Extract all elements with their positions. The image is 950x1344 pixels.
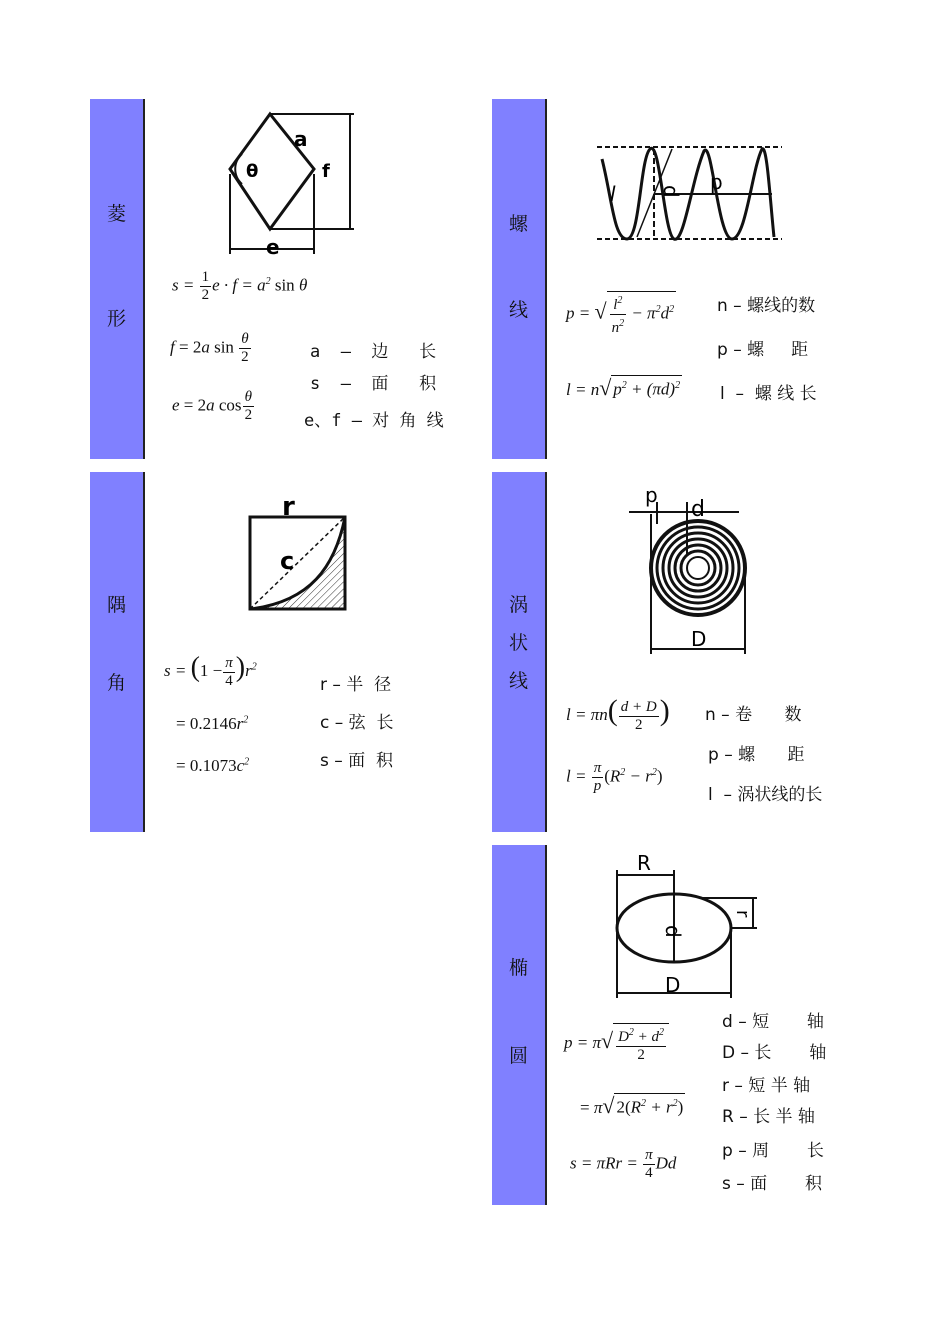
spiral-formula-l2: l = $\frac{\pi}{p}$ $(R^2 - r^2)$ (566, 760, 663, 794)
helix-label-l: l (610, 182, 616, 206)
corner-label-c: c (280, 547, 295, 575)
rhombus-legend-3: e、f – 对 角 线 (304, 411, 444, 431)
ellipse-title-bar (492, 845, 547, 1205)
ellipse-formula-s: s = πRr = $\frac{\pi}{4}$ Dd (570, 1147, 677, 1181)
helix-formula-l: l = n√ $p^2 + (\pi d)^2$ (566, 375, 681, 400)
spiral-title-char-1: 涡 (508, 594, 528, 616)
corner-formula-s: s = (1 − $\frac{\pi}{4}$ )$r^2$ (164, 652, 257, 689)
ellipse-label-r: r (732, 910, 753, 918)
ellipse-figure (607, 850, 772, 1000)
corner-label-r: r (282, 492, 295, 522)
helix-title-bar (492, 99, 547, 459)
helix-figure (592, 139, 792, 249)
ellipse-title-char-2: 圆 (508, 1045, 528, 1067)
spiral-label-D: D (691, 627, 707, 651)
rhombus-formula-f: f = 2a sin $\frac{\theta}{2}$ (170, 331, 249, 365)
corner-figure (240, 487, 355, 617)
rhombus-formula-area: s = $\frac{1}{2}$ $e \cdot f = a^2$ sin θ (172, 269, 308, 303)
corner-legend-1: r – 半 径 (320, 675, 392, 695)
rhombus-label-a: a (294, 127, 308, 151)
ellipse-label-d: d (661, 925, 685, 938)
ellipse-legend-3: r – 短 半 轴 (722, 1076, 811, 1096)
spiral-legend-1: n – 卷 数 (705, 705, 802, 725)
helix-legend-1: n – 螺线的数 (717, 296, 816, 316)
helix-legend-3: l – 螺 线 长 (720, 384, 817, 404)
helix-title-char-1: 螺 (508, 213, 528, 235)
spiral-legend-2: p – 螺 距 (708, 745, 805, 765)
corner-legend-2: c – 弦 长 (320, 713, 394, 733)
corner-formula-2: = $0.2146r^2$ (176, 714, 249, 733)
corner-title-char-2: 角 (106, 672, 126, 694)
rhombus-label-theta: θ (246, 161, 259, 182)
corner-formula-3: = $0.1073c^2$ (176, 756, 250, 775)
spiral-formula-l1: l = πn( $\frac{d + D}{2}$ ) (566, 694, 670, 733)
rhombus-legend-2: s – 面 积 (310, 374, 437, 394)
helix-legend-2: p – 螺 距 (717, 340, 809, 360)
corner-legend-3: s – 面 积 (320, 751, 393, 771)
spiral-legend-3: l – 涡状线的长 (708, 785, 823, 805)
corner-title-bar (90, 472, 145, 832)
spiral-label-d: d (691, 497, 705, 522)
ellipse-legend-5: p – 周 长 (722, 1141, 824, 1161)
helix-card (492, 99, 862, 459)
rhombus-figure (220, 104, 370, 264)
rhombus-title-char-1: 菱 (106, 203, 126, 225)
ellipse-legend-1: d – 短 轴 (722, 1012, 824, 1032)
ellipse-formula-p: p = π√ $\frac{D^2 + d^2}{2}$ (564, 1023, 669, 1064)
ellipse-formula-p2: = π√ $2(R^2 + r^2)$ (580, 1093, 684, 1118)
corner-card (90, 472, 460, 832)
rhombus-title-char-2: 形 (106, 308, 126, 330)
helix-formula-p: p = √ $\frac{l^2}{n^2}$ − $\pi^2d^2$ (566, 291, 676, 337)
ellipse-label-R: R (637, 851, 651, 875)
rhombus-card (90, 99, 460, 459)
ellipse-legend-6: s – 面 积 (722, 1174, 822, 1194)
ellipse-legend-2: D – 长 轴 (722, 1043, 827, 1063)
helix-label-d: d (659, 185, 683, 198)
rhombus-title-bar (90, 99, 145, 459)
helix-label-p: p (710, 170, 723, 194)
ellipse-legend-4: R – 长 半 轴 (722, 1107, 815, 1127)
spiral-title-char-2: 状 (508, 632, 528, 654)
spiral-label-p: p (645, 484, 658, 507)
ellipse-card (492, 845, 862, 1205)
helix-title-char-2: 线 (508, 299, 528, 321)
rhombus-label-f: f (322, 161, 330, 182)
rhombus-label-e: e (266, 235, 280, 259)
spiral-title-bar (492, 472, 547, 832)
rhombus-legend-1: a – 边 长 (310, 342, 437, 362)
corner-title-char-1: 隅 (106, 594, 126, 616)
spiral-title-char-3: 线 (508, 670, 528, 692)
spiral-card (492, 472, 862, 832)
ellipse-label-D: D (665, 973, 681, 997)
spiral-figure (627, 484, 757, 659)
ellipse-title-char-1: 椭 (508, 957, 528, 979)
rhombus-formula-e: e = 2a cos $\frac{\theta}{2}$ (172, 389, 253, 423)
